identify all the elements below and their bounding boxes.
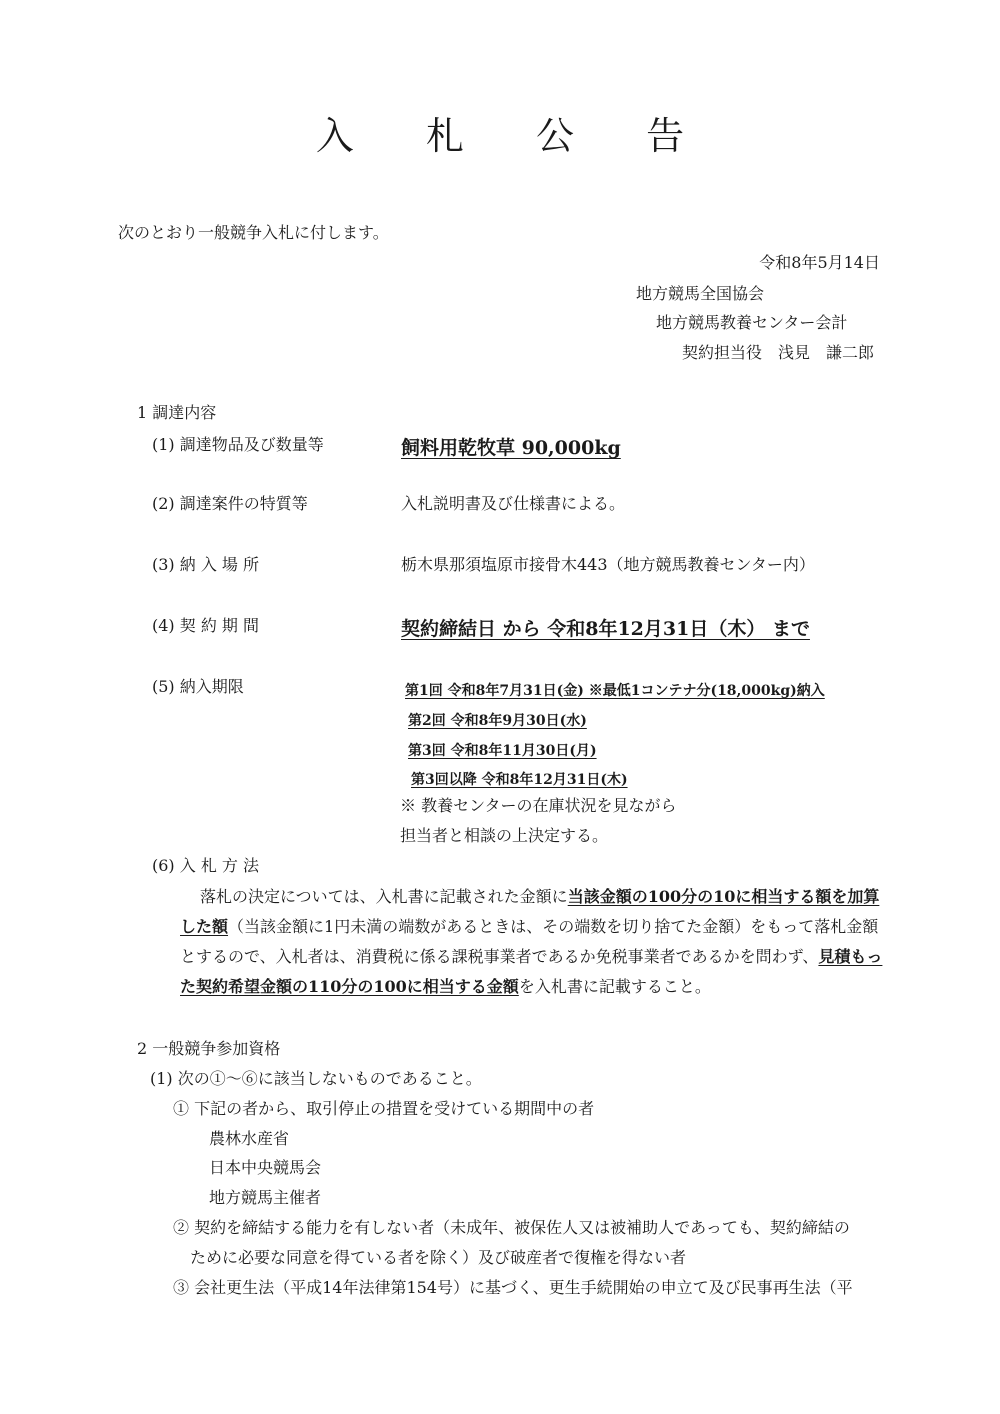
page-title: 入 札 公 告	[315, 114, 715, 158]
delivery-2: 第2回 令和8年9月30日(水)	[408, 713, 587, 729]
delivery-1: 第1回 令和8年7月31日(金) ※最低1コンテナ分(18,000kg)納入	[405, 683, 825, 699]
qualification-item1: ① 下記の者から、取引停止の措置を受けている期間中の者	[173, 1099, 595, 1118]
qualification-item2-line1: ② 契約を締結する能力を有しない者（未成年、被保佐人又は被補助人であっても、契約締結の	[173, 1218, 850, 1237]
bid-method-p5: を入札書に記載すること。	[518, 977, 711, 996]
bid-method-p3: （当該金額に1円未満の端数があるときは、その端数を切り捨てた金額）をもって落札金額とするので、入札者は、消費税に係る課税事業者であるか免税事業者であるかを問わず、	[180, 917, 879, 966]
contract-officer: 契約担当役 浅見 謙二郎	[682, 343, 875, 362]
delivery-note-2: 担当者と相談の上決定する。	[400, 826, 609, 845]
org-division: 地方競馬教養センター会計	[656, 313, 848, 332]
delivery-4: 第3回以降 令和8年12月31日(木)	[411, 772, 628, 788]
notice-date: 令和8年5月14日	[759, 253, 880, 272]
item2-label: (2) 調達案件の特質等	[152, 494, 308, 513]
excluded-org-3: 地方競馬主催者	[209, 1188, 322, 1207]
section2-heading: 2 一般競争参加資格	[137, 1039, 281, 1058]
delivery-3: 第3回 令和8年11月30日(月)	[408, 743, 597, 759]
item2-value: 入札説明書及び仕様書による。	[401, 494, 626, 513]
item4-value: 契約締結日 から 令和8年12月31日（木） まで	[401, 618, 810, 640]
bid-method-p2: 当該金額の100分の10に相当する額を加算した額	[180, 887, 880, 936]
qualification-item3: ③ 会社更生法（平成14年法律第154号）に基づく、更生手続開始の申立て及び民事再生法（平	[173, 1278, 853, 1297]
bid-method-p4: 見積もった契約希望金額の110分の100に相当する金額	[180, 947, 883, 996]
item3-value: 栃木県那須塩原市接骨木443（地方競馬教養センター内）	[401, 555, 815, 574]
org-name: 地方競馬全国協会	[636, 284, 765, 303]
item1-label: (1) 調達物品及び数量等	[152, 435, 324, 454]
section1-heading: 1 調達内容	[137, 403, 217, 422]
item6-label: (6) 入 札 方 法	[152, 856, 260, 875]
delivery-note-1: ※ 教養センターの在庫状況を見ながら	[400, 796, 677, 815]
item1-value: 飼料用乾牧草 90,000kg	[401, 437, 621, 459]
bid-method-paragraph	[180, 882, 890, 1002]
qualification-item2-line2: ために必要な同意を得ている者を除く）及び破産者で復権を得ない者	[190, 1248, 687, 1267]
item5-label: (5) 納入期限	[152, 677, 244, 696]
item4-label: (4) 契 約 期 間	[152, 616, 260, 635]
bid-method-p1: 落札の決定については、入札書に記載された金額に	[200, 887, 568, 906]
qualification-intro: (1) 次の①～⑥に該当しないものであること。	[150, 1069, 482, 1088]
item3-label: (3) 納 入 場 所	[152, 555, 260, 574]
intro-text: 次のとおり一般競争入札に付します。	[118, 223, 389, 242]
excluded-org-1: 農林水産省	[209, 1129, 290, 1148]
excluded-org-2: 日本中央競馬会	[209, 1158, 322, 1177]
